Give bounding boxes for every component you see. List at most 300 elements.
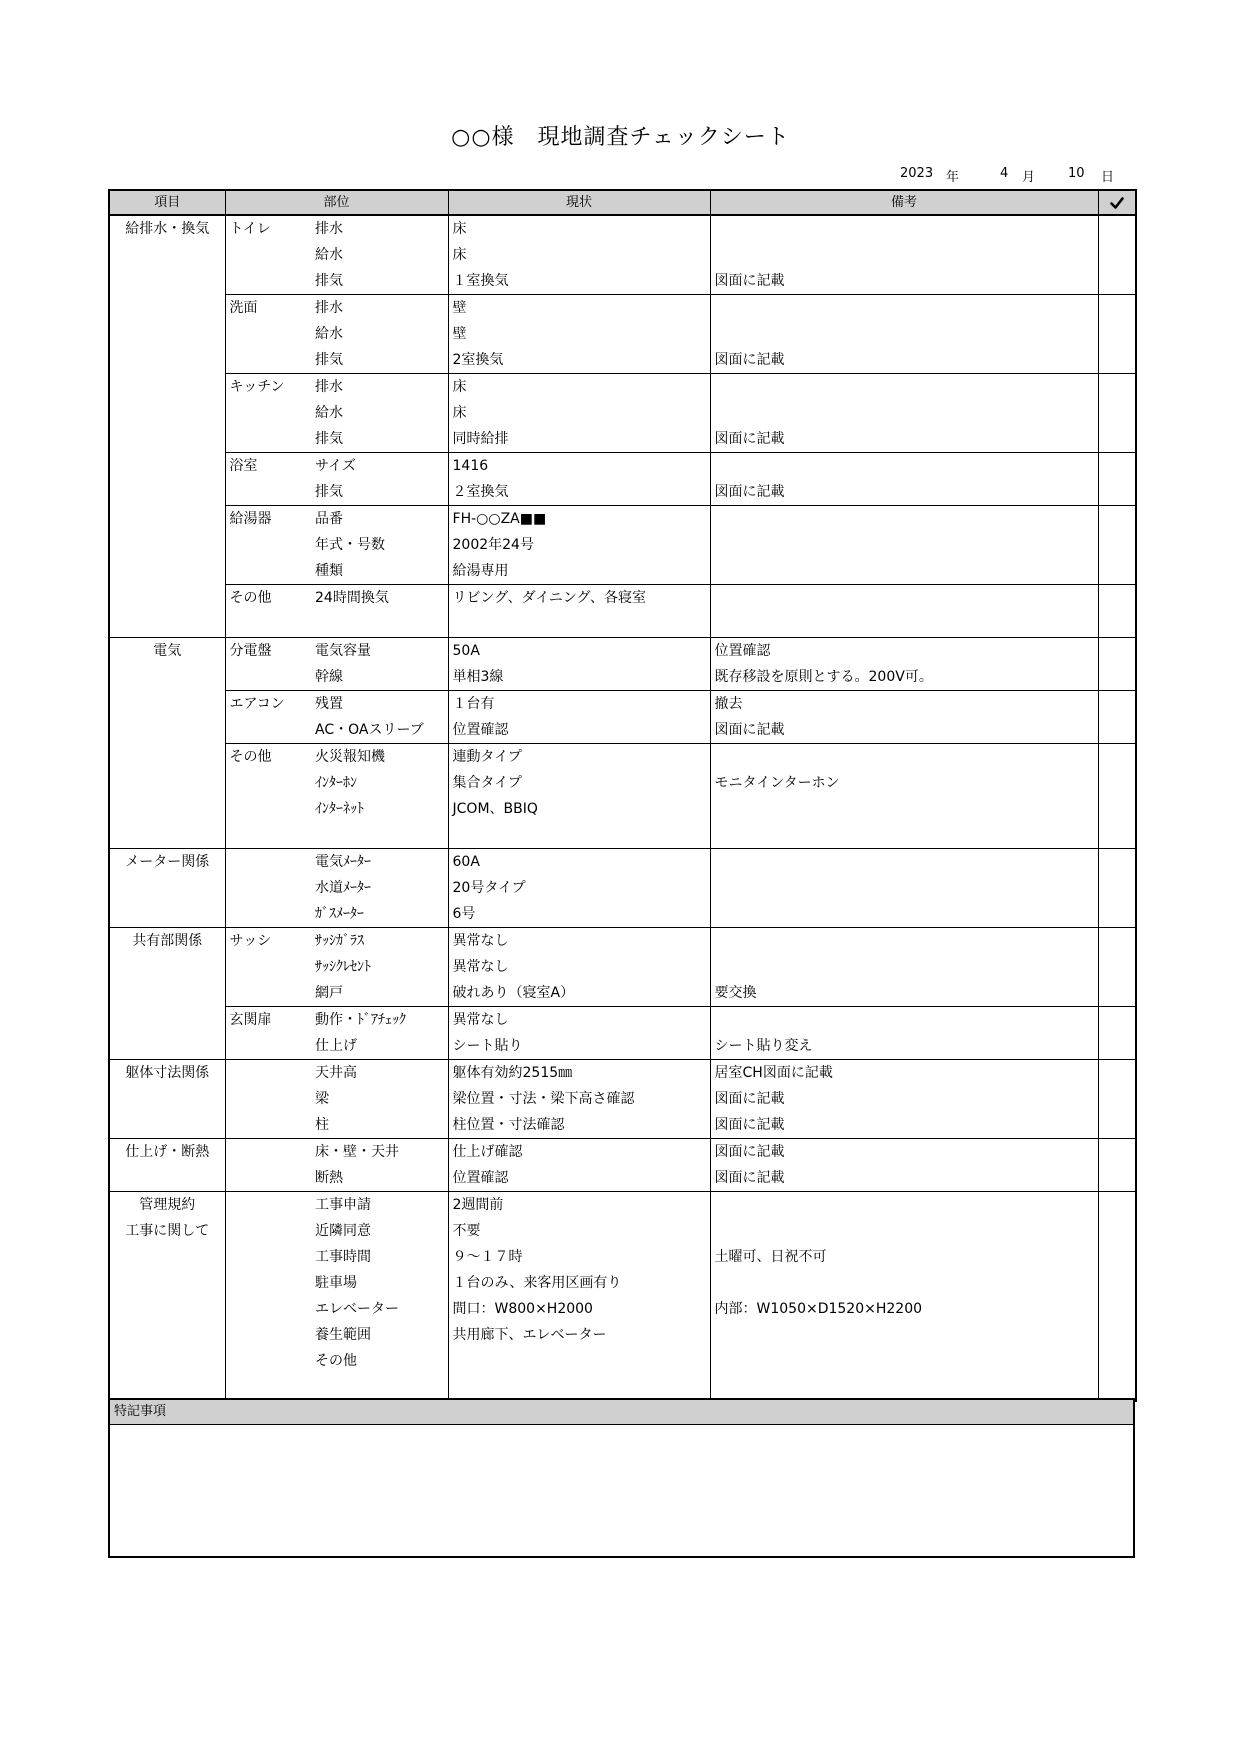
status-cell: ９～１７時 [448, 1244, 710, 1270]
header-item: 項目 [109, 190, 225, 215]
remarks-cell [710, 374, 1098, 401]
location-cell: サッシ [225, 928, 313, 955]
table-row [109, 611, 1136, 638]
location-cell [225, 875, 313, 901]
category-cell [109, 1086, 225, 1112]
table-row [109, 1192, 1136, 1219]
date-year-unit: 年 [946, 170, 960, 185]
check-cell[interactable] [1098, 1112, 1136, 1139]
table-row [109, 453, 1136, 480]
part-cell: AC・OAスリーブ [313, 717, 448, 744]
location-cell: 浴室 [225, 453, 313, 480]
table-row [109, 1322, 1136, 1348]
category-cell [109, 611, 225, 638]
part-cell: 電気容量 [313, 638, 448, 665]
status-cell: １台有 [448, 691, 710, 718]
check-cell[interactable] [1098, 1007, 1136, 1034]
remarks-cell: 既存移設を原則とする。200V可。 [710, 664, 1098, 691]
remarks-cell [710, 453, 1098, 480]
part-cell: 排水 [313, 215, 448, 242]
remarks-cell [710, 1348, 1098, 1374]
location-cell [225, 980, 313, 1007]
remarks-cell: 撤去 [710, 691, 1098, 718]
part-cell: 排気 [313, 347, 448, 374]
location-cell [225, 1192, 313, 1219]
check-cell[interactable] [1098, 980, 1136, 1007]
remarks-cell [710, 585, 1098, 612]
category-cell [109, 585, 225, 612]
table-row [109, 901, 1136, 928]
status-cell: １室換気 [448, 268, 710, 295]
date-day-unit: 日 [1101, 170, 1115, 185]
table-row [109, 242, 1136, 268]
table-row [109, 1060, 1136, 1087]
remarks-cell: シート貼り変え [710, 1033, 1098, 1060]
category-cell [109, 691, 225, 718]
part-cell: 排水 [313, 295, 448, 322]
remarks-cell: 図面に記載 [710, 1086, 1098, 1112]
part-cell: 火災報知機 [313, 744, 448, 771]
category-cell [109, 822, 225, 849]
status-cell: 2室換気 [448, 347, 710, 374]
category-cell [109, 242, 225, 268]
remarks-cell [710, 215, 1098, 242]
table-row [109, 1086, 1136, 1112]
part-cell: 品番 [313, 506, 448, 533]
location-cell [225, 532, 313, 558]
status-cell [448, 1348, 710, 1374]
category-cell [109, 875, 225, 901]
remarks-cell [710, 849, 1098, 876]
table-row [109, 400, 1136, 426]
part-cell: 養生範囲 [313, 1322, 448, 1348]
remarks-cell [710, 295, 1098, 322]
status-cell: シート貼り [448, 1033, 710, 1060]
table-row [109, 664, 1136, 691]
location-cell: トイレ [225, 215, 313, 242]
location-cell [225, 1086, 313, 1112]
location-cell [225, 611, 313, 638]
location-cell [225, 479, 313, 506]
status-cell: 柱位置・寸法確認 [448, 1112, 710, 1139]
location-cell [225, 822, 313, 849]
check-cell[interactable] [1098, 374, 1136, 401]
check-cell[interactable] [1098, 1374, 1136, 1401]
check-cell[interactable] [1098, 506, 1136, 533]
category-cell [109, 532, 225, 558]
part-cell: 排気 [313, 426, 448, 453]
check-cell[interactable] [1098, 1244, 1136, 1270]
part-cell: ｲﾝﾀｰﾈｯﾄ [313, 796, 448, 822]
check-cell[interactable] [1098, 691, 1136, 718]
location-cell [225, 1374, 313, 1401]
remarks-cell [710, 1322, 1098, 1348]
location-cell [225, 321, 313, 347]
location-cell [225, 796, 313, 822]
status-cell: ２室換気 [448, 479, 710, 506]
check-cell[interactable] [1098, 532, 1136, 558]
table-row [109, 770, 1136, 796]
location-cell [225, 1139, 313, 1166]
status-cell: 異常なし [448, 954, 710, 980]
check-cell[interactable] [1098, 954, 1136, 980]
remarks-cell: 図面に記載 [710, 1165, 1098, 1192]
location-cell: 分電盤 [225, 638, 313, 665]
category-cell [109, 1296, 225, 1322]
remarks-cell [710, 1374, 1098, 1401]
check-cell[interactable] [1098, 1165, 1136, 1192]
check-cell[interactable] [1098, 638, 1136, 665]
status-cell: 位置確認 [448, 717, 710, 744]
remarks-cell: モニタインターホン [710, 770, 1098, 796]
check-cell[interactable] [1098, 1139, 1136, 1166]
category-cell [109, 1007, 225, 1034]
check-cell[interactable] [1098, 479, 1136, 506]
check-cell[interactable] [1098, 796, 1136, 822]
location-cell [225, 664, 313, 691]
location-cell [225, 558, 313, 585]
remarks-cell: 図面に記載 [710, 717, 1098, 744]
check-cell[interactable] [1098, 295, 1136, 322]
part-cell: 柱 [313, 1112, 448, 1139]
location-cell [225, 1218, 313, 1244]
check-cell[interactable] [1098, 1296, 1136, 1322]
location-cell: その他 [225, 585, 313, 612]
status-cell: 同時給排 [448, 426, 710, 453]
location-cell [225, 1112, 313, 1139]
check-cell[interactable] [1098, 215, 1136, 242]
location-cell [225, 426, 313, 453]
part-cell: ｲﾝﾀｰﾎﾝ [313, 770, 448, 796]
remarks-cell [710, 796, 1098, 822]
check-icon [1110, 196, 1124, 210]
check-cell[interactable] [1098, 1218, 1136, 1244]
status-cell: 仕上げ確認 [448, 1139, 710, 1166]
status-cell [448, 822, 710, 849]
category-cell [109, 980, 225, 1007]
location-cell [225, 717, 313, 744]
table-row [109, 1244, 1136, 1270]
status-cell: 給湯専用 [448, 558, 710, 585]
status-cell: 60A [448, 849, 710, 876]
part-cell: エレベーター [313, 1296, 448, 1322]
remarks-cell [710, 532, 1098, 558]
table-row [109, 295, 1136, 322]
location-cell: その他 [225, 744, 313, 771]
part-cell: 近隣同意 [313, 1218, 448, 1244]
check-cell[interactable] [1098, 849, 1136, 876]
table-row [109, 980, 1136, 1007]
table-row [109, 954, 1136, 980]
category-cell [109, 796, 225, 822]
location-cell: エアコン [225, 691, 313, 718]
date-month: 4 [1000, 166, 1009, 181]
table-row [109, 1218, 1136, 1244]
location-cell [225, 1033, 313, 1060]
table-row [109, 374, 1136, 401]
check-cell[interactable] [1098, 822, 1136, 849]
status-cell: JCOM、BBIQ [448, 796, 710, 822]
part-cell: 種類 [313, 558, 448, 585]
date-day: 10 [1068, 166, 1085, 181]
check-cell[interactable] [1098, 1086, 1136, 1112]
check-cell[interactable] [1098, 611, 1136, 638]
status-cell: 床 [448, 242, 710, 268]
status-cell: 位置確認 [448, 1165, 710, 1192]
status-cell: 50A [448, 638, 710, 665]
category-cell [109, 321, 225, 347]
part-cell: 残置 [313, 691, 448, 718]
remarks-cell [710, 1218, 1098, 1244]
check-sheet-table [108, 189, 1137, 1402]
part-cell: ｻｯｼｶﾞﾗｽ [313, 928, 448, 955]
category-cell [109, 954, 225, 980]
check-cell[interactable] [1098, 453, 1136, 480]
status-cell: 異常なし [448, 928, 710, 955]
part-cell: 天井高 [313, 1060, 448, 1087]
location-cell [225, 268, 313, 295]
status-cell: 床 [448, 374, 710, 401]
part-cell: その他 [313, 1348, 448, 1374]
status-cell: FH-○○ZA■■ [448, 506, 710, 533]
check-cell[interactable] [1098, 1192, 1136, 1219]
part-cell [313, 822, 448, 849]
location-cell [225, 849, 313, 876]
remarks-cell: 図面に記載 [710, 268, 1098, 295]
remarks-cell [710, 901, 1098, 928]
part-cell: 仕上げ [313, 1033, 448, 1060]
status-cell: １台のみ、来客用区画有り [448, 1270, 710, 1296]
status-cell: 単相3線 [448, 664, 710, 691]
special-notes-box [108, 1398, 1135, 1558]
location-cell [225, 954, 313, 980]
part-cell: 排気 [313, 268, 448, 295]
category-cell [109, 347, 225, 374]
part-cell: 網戸 [313, 980, 448, 1007]
status-cell: リビング、ダイニング、各寝室 [448, 585, 710, 612]
remarks-cell: 土曜可、日祝不可 [710, 1244, 1098, 1270]
check-cell[interactable] [1098, 558, 1136, 585]
table-row [109, 1270, 1136, 1296]
category-cell [109, 1270, 225, 1296]
part-cell: 電気ﾒｰﾀｰ [313, 849, 448, 876]
remarks-cell [710, 506, 1098, 533]
part-cell: 幹線 [313, 664, 448, 691]
table-row [109, 479, 1136, 506]
remarks-cell: 要交換 [710, 980, 1098, 1007]
remarks-cell [710, 928, 1098, 955]
table-row [109, 691, 1136, 718]
location-cell: 給湯器 [225, 506, 313, 533]
check-cell[interactable] [1098, 426, 1136, 453]
check-cell[interactable] [1098, 347, 1136, 374]
table-row [109, 638, 1136, 665]
location-cell [225, 400, 313, 426]
location-cell [225, 901, 313, 928]
status-cell: 連動タイプ [448, 744, 710, 771]
check-cell[interactable] [1098, 400, 1136, 426]
part-cell: 排水 [313, 374, 448, 401]
check-cell[interactable] [1098, 901, 1136, 928]
category-cell [109, 374, 225, 401]
part-cell: 水道ﾒｰﾀｰ [313, 875, 448, 901]
header-part: 部位 [225, 190, 448, 215]
part-cell: 梁 [313, 1086, 448, 1112]
category-cell [109, 744, 225, 771]
part-cell: 工事申請 [313, 1192, 448, 1219]
category-cell [109, 770, 225, 796]
remarks-cell: 図面に記載 [710, 1112, 1098, 1139]
location-cell: キッチン [225, 374, 313, 401]
status-cell: 梁位置・寸法・梁下高さ確認 [448, 1086, 710, 1112]
remarks-cell [710, 744, 1098, 771]
status-cell: 6号 [448, 901, 710, 928]
check-cell[interactable] [1098, 585, 1136, 612]
table-row [109, 506, 1136, 533]
status-cell: 破れあり（寝室A） [448, 980, 710, 1007]
status-cell: 躯体有効約2515㎜ [448, 1060, 710, 1087]
location-cell [225, 1060, 313, 1087]
table-row [109, 1165, 1136, 1192]
status-cell: 2002年24号 [448, 532, 710, 558]
part-cell: 動作・ﾄﾞｱﾁｪｯｸ [313, 1007, 448, 1034]
check-cell[interactable] [1098, 1033, 1136, 1060]
remarks-cell: 図面に記載 [710, 479, 1098, 506]
remarks-cell [710, 1270, 1098, 1296]
check-cell[interactable] [1098, 1270, 1136, 1296]
status-cell: 共用廊下、エレベーター [448, 1322, 710, 1348]
location-cell: 洗面 [225, 295, 313, 322]
part-cell [313, 611, 448, 638]
status-cell: 2週間前 [448, 1192, 710, 1219]
check-cell[interactable] [1098, 664, 1136, 691]
part-cell: 年式・号数 [313, 532, 448, 558]
remarks-cell [710, 1007, 1098, 1034]
check-cell[interactable] [1098, 875, 1136, 901]
status-cell [448, 611, 710, 638]
category-cell [109, 1244, 225, 1270]
table-row [109, 532, 1136, 558]
category-cell [109, 901, 225, 928]
remarks-cell [710, 242, 1098, 268]
table-row [109, 1296, 1136, 1322]
table-row [109, 347, 1136, 374]
page-title: ○○様 現地調査チェックシート [451, 125, 790, 150]
category-cell: 躯体寸法関係 [109, 1060, 225, 1087]
location-cell [225, 347, 313, 374]
location-cell [225, 1296, 313, 1322]
status-cell: 壁 [448, 295, 710, 322]
part-cell: 給水 [313, 400, 448, 426]
table-row [109, 558, 1136, 585]
category-cell [109, 717, 225, 744]
remarks-cell [710, 1192, 1098, 1219]
check-cell[interactable] [1098, 1322, 1136, 1348]
header-remarks: 備考 [710, 190, 1098, 215]
status-cell [448, 1374, 710, 1401]
category-cell: メーター関係 [109, 849, 225, 876]
header-check [1098, 190, 1136, 215]
remarks-cell [710, 558, 1098, 585]
category-cell [109, 1112, 225, 1139]
category-cell: 仕上げ・断熱 [109, 1139, 225, 1166]
remarks-cell: 図面に記載 [710, 1139, 1098, 1166]
part-cell: 床・壁・天井 [313, 1139, 448, 1166]
remarks-cell [710, 954, 1098, 980]
table-row [109, 1139, 1136, 1166]
category-cell [109, 400, 225, 426]
status-cell: 床 [448, 400, 710, 426]
remarks-cell: 図面に記載 [710, 347, 1098, 374]
check-cell[interactable] [1098, 1348, 1136, 1374]
remarks-cell [710, 822, 1098, 849]
part-cell: 排気 [313, 479, 448, 506]
location-cell [225, 1270, 313, 1296]
category-cell [109, 1348, 225, 1374]
table-row [109, 321, 1136, 347]
part-cell: 給水 [313, 242, 448, 268]
remarks-cell: 居室CH図面に記載 [710, 1060, 1098, 1087]
check-cell[interactable] [1098, 242, 1136, 268]
check-cell[interactable] [1098, 928, 1136, 955]
date-month-unit: 月 [1022, 170, 1036, 185]
check-cell[interactable] [1098, 744, 1136, 771]
table-header-row [109, 190, 1136, 215]
category-cell: 給排水・換気 [109, 215, 225, 242]
status-cell: 床 [448, 215, 710, 242]
check-cell[interactable] [1098, 321, 1136, 347]
table-row [109, 796, 1136, 822]
remarks-cell [710, 400, 1098, 426]
check-cell[interactable] [1098, 268, 1136, 295]
part-cell: 工事時間 [313, 1244, 448, 1270]
check-cell[interactable] [1098, 1060, 1136, 1087]
location-cell: 玄関扉 [225, 1007, 313, 1034]
table-row [109, 875, 1136, 901]
remarks-cell: 図面に記載 [710, 426, 1098, 453]
table-row [109, 928, 1136, 955]
remarks-cell [710, 611, 1098, 638]
special-notes-content[interactable] [110, 1425, 1133, 1553]
date-year: 2023 [900, 166, 934, 181]
category-cell [109, 1165, 225, 1192]
category-cell [109, 558, 225, 585]
part-cell: ｻｯｼｸﾚｾﾝﾄ [313, 954, 448, 980]
check-cell[interactable] [1098, 770, 1136, 796]
location-cell [225, 1322, 313, 1348]
part-cell: 断熱 [313, 1165, 448, 1192]
table-row [109, 585, 1136, 612]
table-row [109, 849, 1136, 876]
remarks-cell: 位置確認 [710, 638, 1098, 665]
table-row [109, 426, 1136, 453]
location-cell [225, 1165, 313, 1192]
category-cell [109, 1374, 225, 1401]
location-cell [225, 770, 313, 796]
check-cell[interactable] [1098, 717, 1136, 744]
category-cell [109, 1322, 225, 1348]
table-row [109, 1374, 1136, 1401]
header-status: 現状 [448, 190, 710, 215]
table-row [109, 268, 1136, 295]
table-row [109, 1007, 1136, 1034]
status-cell: 1416 [448, 453, 710, 480]
category-cell [109, 295, 225, 322]
table-row [109, 822, 1136, 849]
table-row [109, 717, 1136, 744]
status-cell: 間口：W800×H2000 [448, 1296, 710, 1322]
category-cell [109, 479, 225, 506]
